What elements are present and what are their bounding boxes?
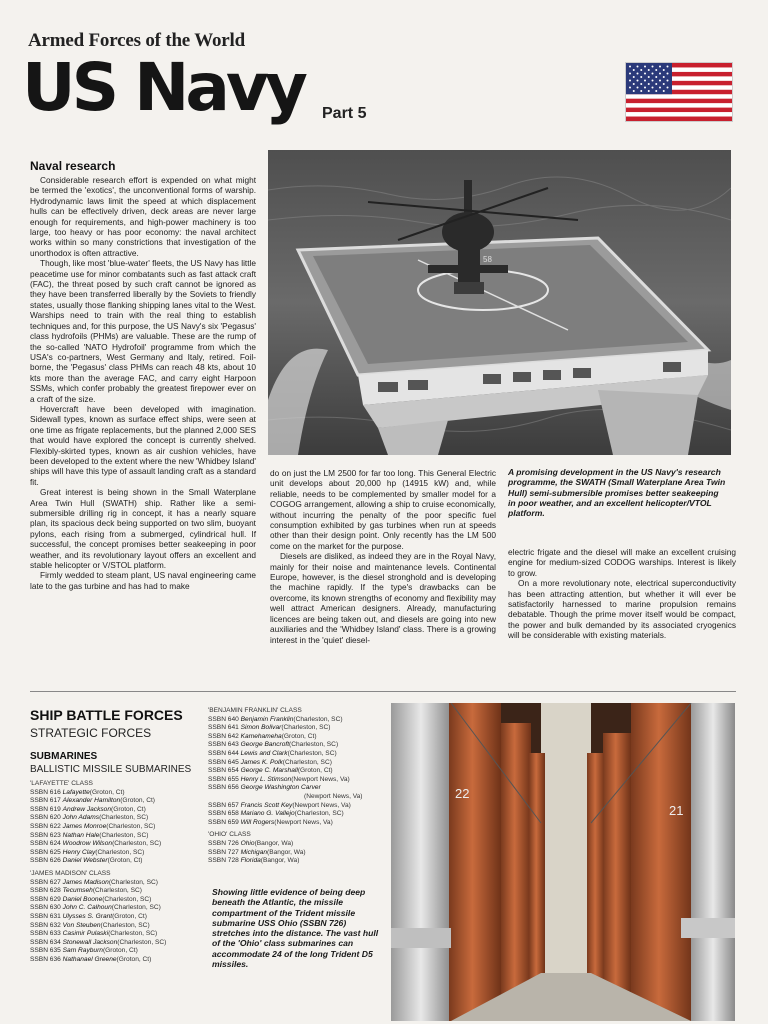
home-port: (Newport News, Va)	[292, 801, 351, 809]
submarine-name: John Adams	[62, 814, 100, 822]
paragraph: On a more revolutionary note, electrical superconductivity has been attracting attention, but whether it will ever be satisfactorily harnessed to marine propulsion remains debatable. Though the prime mover itself would be compact, the power and bulk demanded by its associated cryogenics will be considerable with existing materials.	[508, 578, 736, 641]
hull-number: SSBN 616	[30, 788, 61, 796]
submarine-list-item	[208, 759, 363, 768]
hull-number: SSBN 633	[30, 930, 61, 938]
hull-number: SSBN 642	[208, 732, 239, 740]
paragraph: do on just the LM 2500 for far too long. This General Electric unit develops about 20,000 hp (14915 kW) and, while reliable, needs to be complemented by smaller model for a COGOG arrangement, allowing a ship to cruise economically, without incurring the penalty of the poor specific fuel consumption exhibited by gas turbines when run at speeds other than their design point. Only recently has the LM 500 come on the market for the purpose.	[270, 468, 496, 551]
submarine-name: Woodrow Wilson	[62, 840, 113, 848]
home-port: (Groton, Ct)	[120, 797, 155, 805]
home-port: (Charleston, SC)	[100, 921, 150, 929]
submarine-list-2	[208, 707, 363, 866]
submarine-name: Nathanael Greene	[62, 955, 117, 963]
submarine-list-item	[208, 810, 363, 819]
home-port: (Charleston, SC)	[108, 878, 158, 886]
submarine-name: Will Rogers	[240, 818, 275, 826]
submarine-name: George Bancroft	[240, 741, 290, 749]
submarine-name: Lafayette	[62, 788, 90, 796]
home-port: (Charleston, SC)	[282, 758, 332, 766]
submarine-list-item	[30, 814, 166, 823]
hull-number: SSBN 619	[30, 805, 61, 813]
hull-number: SSBN 625	[30, 848, 61, 856]
home-port: (Charleston, SC)	[294, 810, 344, 818]
home-port: (Bangor, Wa)	[260, 857, 300, 865]
submarine-name: George Washington Carver	[240, 784, 321, 792]
hull-number: SSBN 628	[30, 887, 61, 895]
submarine-list-item	[30, 849, 166, 858]
hull-number: SSBN 624	[30, 840, 61, 848]
section-heading: Naval research	[30, 159, 116, 173]
home-port: (Bangor, Wa)	[254, 839, 294, 847]
submarine-name: Casimir Pulaski	[62, 930, 109, 938]
submarine-name: Andrew Jackson	[62, 805, 112, 813]
submarine-name: Ulysses S. Grant	[62, 912, 113, 920]
submarine-name: Simon Bolivar	[240, 724, 282, 732]
paragraph: Diesels are disliked, as indeed they are in the Royal Navy, mainly for their noise and maintenance levels. Continental Europe, however, is the diesel stronghold and is developing the machine rapidly. If the type's drawbacks can be overcome, its known strengths of economy and flexibility may well attract American designers. Already, manufacturing licences are being taken out, and diesels are going into new auxiliaries and the 'Whidbey Island' class. There is a growing interest in the 'quiet' diesel-	[270, 551, 496, 645]
submarine-name: Francis Scott Key	[240, 801, 293, 809]
home-port: (Groton, Ct)	[107, 857, 143, 865]
class-heading: 'BENJAMIN FRANKLIN' CLASS	[208, 707, 302, 714]
paragraph: Firmly wedded to steam plant, US naval engineering came late to the gas turbine and has had to make	[30, 570, 256, 591]
submarine-list-item	[30, 797, 166, 806]
column-2-text	[270, 468, 496, 645]
submarine-name: Sam Rayburn	[62, 947, 103, 955]
photo-caption-top: A promising development in the US Navy's research programme, the SWATH (Small Waterplane Area Twin Hull) semi-submersible promises better seakeeping in poor weather, and an excellent helicopter/VTOL platform.	[508, 467, 726, 519]
hull-number: SSBN 632	[30, 921, 61, 929]
hull-number: SSBN 644	[208, 749, 239, 757]
class-heading: 'JAMES MADISON' CLASS	[30, 869, 111, 877]
submarine-name: James Madison	[62, 878, 109, 886]
submarine-list-item	[30, 947, 166, 956]
submarine-list-item	[208, 750, 363, 759]
home-port: (Groton, Ct)	[116, 955, 152, 963]
class-heading: 'LAFAYETTE' CLASS	[30, 780, 93, 787]
submarine-list-item	[208, 802, 363, 811]
submarine-list-item	[30, 904, 166, 913]
list-item-continuation: (Newport News, Va)	[304, 792, 363, 800]
home-port: (Charleston, SC)	[289, 741, 339, 749]
submarine-name: John C. Calhoun	[62, 904, 112, 912]
home-port: (Groton, Ct)	[112, 912, 147, 920]
submarine-name: Henry L. Stimson	[240, 775, 292, 783]
class-heading: 'OHIO' CLASS	[208, 831, 251, 839]
ship-battle-forces-heading: SHIP BATTLE FORCES	[30, 707, 183, 723]
hull-number: SSBN 728	[208, 857, 239, 865]
hull-number: SSBN 635	[30, 947, 61, 955]
home-port: (Groton, Ct)	[297, 767, 333, 775]
submarine-list-item	[30, 939, 166, 948]
hull-number: SSBN 620	[30, 814, 61, 822]
submarine-name: Von Steuben	[62, 921, 101, 929]
home-port: (Charleston, SC)	[293, 715, 343, 723]
submarine-name: James K. Polk	[240, 758, 283, 766]
submarine-name: George C. Marshall	[240, 767, 298, 775]
submarine-list-item	[30, 879, 166, 888]
submarine-list-item	[208, 716, 363, 725]
column-1-text	[30, 175, 256, 591]
hull-number: SSBN 643	[208, 741, 239, 749]
home-port: (Charleston, SC)	[111, 904, 161, 912]
home-port: (Groton, Ct)	[102, 947, 138, 955]
home-port: (Groton, Ct)	[89, 788, 125, 796]
submarine-list-item	[208, 776, 363, 785]
submarine-list-item	[208, 840, 363, 849]
hull-number: SSBN 629	[30, 895, 61, 903]
hull-number: SSBN 622	[30, 822, 61, 830]
submarine-list-item	[208, 767, 363, 776]
submarine-list-item	[208, 724, 363, 733]
hull-number: SSBN 655	[208, 775, 239, 783]
section-divider	[30, 691, 736, 692]
home-port: (Charleston, SC)	[112, 840, 162, 848]
submarine-name: Benjamin Franklin	[240, 715, 294, 723]
submarine-list-1	[30, 780, 166, 964]
home-port: (Charleston, SC)	[281, 724, 331, 732]
submarine-list-item	[30, 857, 166, 866]
submarine-list-item	[30, 930, 166, 939]
submarine-list-item	[30, 823, 166, 832]
submarine-name: James Monroe	[62, 822, 107, 830]
home-port: (Charleston, SC)	[102, 895, 152, 903]
hull-number: SSBN 626	[30, 857, 61, 865]
series-title: Armed Forces of the World	[28, 30, 245, 51]
submarines-heading: SUBMARINES	[30, 751, 98, 762]
submarine-name: Kamehameha	[240, 732, 282, 740]
tube-number-label: 21	[669, 803, 684, 818]
us-flag-image	[626, 63, 732, 121]
hull-number: SSBN 658	[208, 810, 239, 818]
hull-number: SSBN 656	[208, 784, 239, 792]
hull-number: SSBN 630	[30, 904, 61, 912]
hull-number: SSBN 645	[208, 758, 239, 766]
submarine-list-item	[30, 922, 166, 931]
home-port: (Charleston, SC)	[92, 887, 142, 895]
submarine-list-item	[208, 819, 363, 828]
hull-number: SSBN 659	[208, 818, 239, 826]
paragraph: electric frigate and the diesel will make an excellent cruising engine for medium-sized CODOG warships. Interest is likely to grow.	[508, 547, 736, 578]
submarine-list-item	[30, 789, 166, 798]
submarine-name: Stonewall Jackson	[62, 938, 118, 946]
home-port: (Charleston, SC)	[99, 814, 149, 822]
submarine-name: Daniel Boone	[62, 895, 103, 903]
hull-number: SSBN 726	[208, 839, 239, 847]
submarine-name: Nathan Hale	[62, 831, 100, 839]
submarine-list-item	[30, 887, 166, 896]
submarine-list-item	[30, 913, 166, 922]
home-port: (Groton, Ct)	[111, 805, 146, 813]
page-title: US Navy	[22, 49, 304, 126]
hull-number: SSBN 657	[208, 801, 239, 809]
hull-number: SSBN 623	[30, 831, 61, 839]
home-port: (Bangor, Wa)	[267, 848, 306, 856]
submarine-list-item	[30, 806, 166, 815]
home-port: (Charleston, SC)	[287, 749, 337, 757]
submarine-name: Michigan	[240, 848, 268, 856]
paragraph: Great interest is being shown in the Small Waterplane Area Twin Hull (SWATH) ship. Rather like a semi-submersible drilling rig in concept, it has a nearly square plan, its spacious deck being supported on two slim, buoyant pylons, each rising from a submerged, cylindrical hull. If successful, the concept promises better seakeeping in poor weather, and its revolutionary layout offers an excellent and stable helicopter or V/STOL platform.	[30, 487, 256, 571]
home-port: (Charleston, SC)	[106, 822, 156, 830]
helicopter-number: 58	[483, 255, 492, 264]
submarine-list-item	[208, 857, 363, 866]
submarine-name: Tecumseh	[62, 887, 93, 895]
submarine-list-item	[30, 832, 166, 841]
hull-number: SSBN 727	[208, 848, 239, 856]
hull-number: SSBN 631	[30, 912, 61, 920]
submarine-name: Ohio	[240, 839, 255, 847]
submarine-name: Daniel Webster	[62, 857, 108, 865]
paragraph: Though, like most 'blue-water' fleets, the US Navy has little peacetime use for minor combatants such as fast attack craft (FAC), the threat posed by such craft cannot be ignored as they have been transferred liberally by the Soviets to friendly states, usually those flanking shipping lanes vital to the West. Warships need to train with the real thing to establish techniques and, for this purpose, the US Navy's six 'Pegasus' class hydrofoils (PHMs) are valuable. These are the rump of the so-called 'NATO Hydrofoil' programme from which the USA's co-partners, West Germany and Italy, retired. Foil-borne, the 'Pegasus' class PHMs can reach 48 kts, about 10 kts more than the average FAC, and carry eight Harpoon SSMs, which confer probably the greatest firepower ever on a craft of the size.	[30, 258, 256, 404]
hull-number: SSBN 654	[208, 767, 239, 775]
submarine-name: Henry Clay	[62, 848, 96, 856]
submarine-list-item	[30, 840, 166, 849]
home-port: (Newport News, Va)	[291, 775, 350, 783]
hull-number: SSBN 634	[30, 938, 61, 946]
submarine-list-item	[208, 849, 363, 858]
submarine-list-item	[30, 896, 166, 905]
photo-caption-bottom: Showing little evidence of being deep beneath the Atlantic, the missile compartment of the Trident missile submarine USS Ohio (SSBN 726) stretches into the distance. The vast hull of the 'Ohio' class submarines can accommodate 24 of the long Trident D5 missiles.	[212, 887, 379, 970]
submarine-list-item	[208, 733, 363, 742]
tube-number-label: 22	[455, 786, 470, 801]
home-port: (Charleston, SC)	[117, 938, 167, 946]
hull-number: SSBN 617	[30, 797, 61, 805]
home-port: (Charleston, SC)	[108, 930, 158, 938]
home-port: (Newport News, Va)	[274, 818, 333, 826]
hull-number: SSBN 640	[208, 715, 239, 723]
hull-number: SSBN 636	[30, 955, 61, 963]
submarine-list-item	[208, 741, 363, 750]
submarine-name: Alexander Hamilton	[62, 797, 121, 805]
home-port: (Charleston, SC)	[95, 848, 145, 856]
ballistic-missile-submarines-heading: BALLISTIC MISSILE SUBMARINES	[30, 764, 192, 775]
submarine-list-item	[30, 956, 166, 965]
paragraph: Hovercraft have been developed with imagination. Sidewall types, known as surface effect ships, were seen at one time as frigate replacements, but the planned 2,000 SES that would have explored the concept is currently shelved. Flexibly-skirted types, known as air cushion vehicles, have been developed to the extent where the new 'Whidbey Island' ships will have this type of assault landing craft as a standard fit.	[30, 403, 256, 487]
submarine-name: Florida	[240, 857, 261, 865]
submarine-name: Mariano G. Vallejo	[240, 810, 295, 818]
submarine-name: Lewis and Clark	[240, 749, 288, 757]
swath-ship-photo	[268, 150, 731, 455]
missile-compartment-photo	[391, 703, 735, 1021]
column-3-text	[508, 547, 736, 641]
home-port: (Charleston, SC)	[99, 831, 149, 839]
paragraph: Considerable research effort is expended on what might be termed the 'exotics', the unconventional forms of warship. Hydrodynamic laws limit the speed at which displacement hulls can be effectively driven, deck areas are never large enough for requirements, and high-power machinery is too large, too heavy or has poor economy: the naval architect works within so many constrictions that investigation of the unorthodox is often attractive.	[30, 175, 256, 258]
hull-number: SSBN 641	[208, 724, 239, 732]
strategic-forces-heading: STRATEGIC FORCES	[30, 726, 152, 740]
part-label: Part 5	[322, 105, 367, 122]
submarine-list-item	[208, 784, 363, 793]
home-port: (Groton, Ct)	[281, 732, 317, 740]
hull-number: SSBN 627	[30, 878, 61, 886]
